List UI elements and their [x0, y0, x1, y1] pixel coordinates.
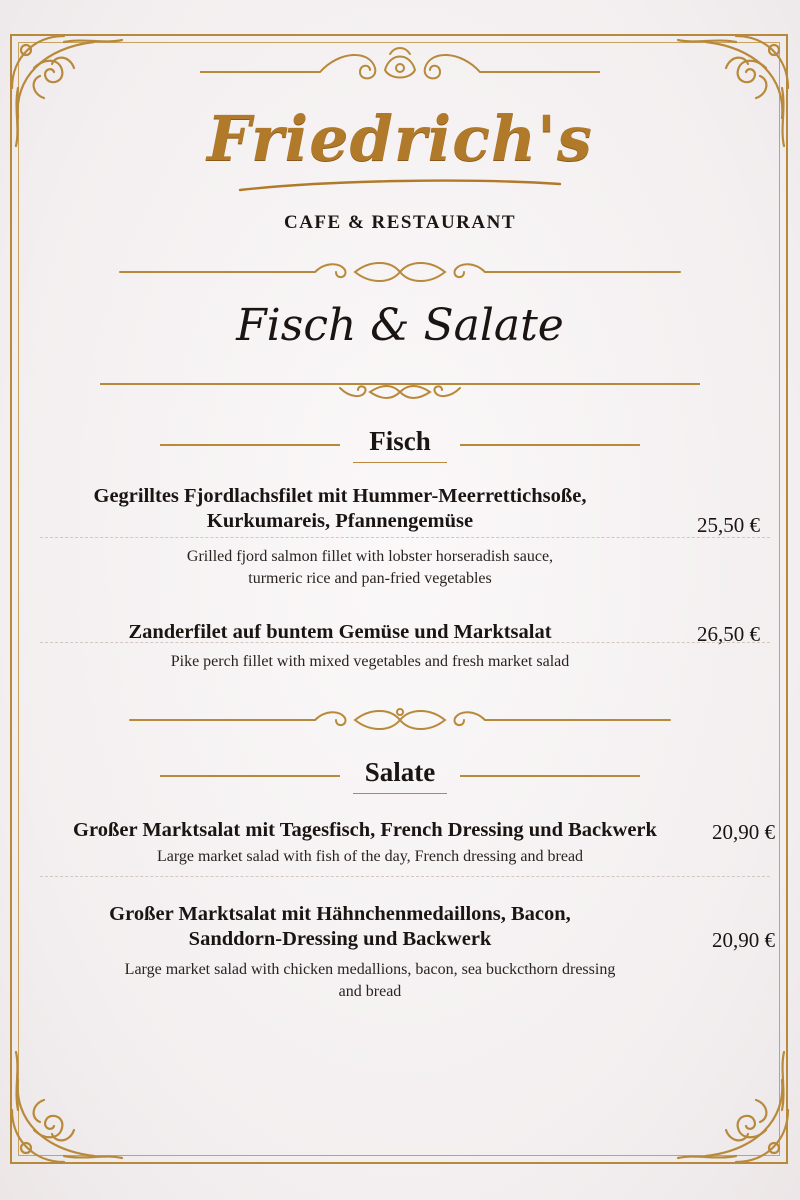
- dish-description: Large market salad with fish of the day, French dressing and bread: [156, 848, 584, 865]
- dish-title-line: Gegrilltes Fjordlachsfilet mit Hummer-Meerrettichsoße,: [93, 485, 587, 507]
- dish-description-line: and bread: [338, 983, 402, 1000]
- section-title: Fisch: [369, 426, 431, 456]
- dish-price: 20,90 €: [712, 928, 775, 952]
- dish-price: 20,90 €: [712, 820, 775, 844]
- dish-description: [30, 959, 710, 1003]
- dish-price: 26,50 €: [697, 622, 760, 646]
- heading-underline: [353, 462, 447, 463]
- dish-description: Pike perch fillet with mixed vegetables and fresh market salad: [170, 653, 570, 670]
- page-title: Fisch & Salate: [236, 300, 564, 351]
- dish-title: [30, 902, 650, 952]
- dish-description-line: turmeric rice and pan-fried vegetables: [248, 570, 492, 587]
- dish-title: Zanderfilet auf buntem Gemüse und Marktsalat: [128, 621, 552, 643]
- heading-rule: [460, 775, 640, 777]
- ornamental-divider-icon: [100, 256, 700, 286]
- dish-price: 25,50 €: [697, 513, 760, 537]
- dish-description: [30, 546, 710, 590]
- section-heading-fisch: [160, 424, 640, 464]
- dotted-separator: [40, 876, 770, 877]
- heading-rule: [460, 444, 640, 446]
- dish-title-line: Sanddorn-Dressing und Backwerk: [188, 928, 492, 950]
- logo-swash-icon: [230, 172, 570, 196]
- dotted-separator: [40, 642, 770, 643]
- corner-flourish-icon: [4, 1040, 134, 1170]
- dish-title-line: Kurkumareis, Pfannengemüse: [206, 510, 474, 532]
- dish-description-line: Large market salad with chicken medallions, bacon, sea buckcthorn dressing: [124, 961, 616, 978]
- ornamental-divider-icon: [100, 372, 700, 402]
- dish-title: Großer Marktsalat mit Tagesfisch, French Dressing und Backwerk: [73, 819, 657, 841]
- dotted-separator: [40, 537, 770, 538]
- heading-underline: [353, 793, 447, 794]
- corner-flourish-icon: [666, 1040, 796, 1170]
- restaurant-subtitle: CAFE & RESTAURANT: [283, 212, 517, 233]
- section-heading-salate: [160, 755, 640, 795]
- top-ornament-icon: [200, 40, 600, 92]
- dish-description-line: Grilled fjord salmon fillet with lobster horseradish sauce,: [186, 548, 554, 565]
- dish-title-line: Großer Marktsalat mit Hähnchenmedaillons, Bacon,: [109, 903, 571, 925]
- section-title: Salate: [364, 757, 436, 787]
- dish-title: [30, 484, 650, 534]
- ornamental-divider-icon: [100, 704, 700, 734]
- restaurant-logo: Friedrich's: [207, 102, 593, 175]
